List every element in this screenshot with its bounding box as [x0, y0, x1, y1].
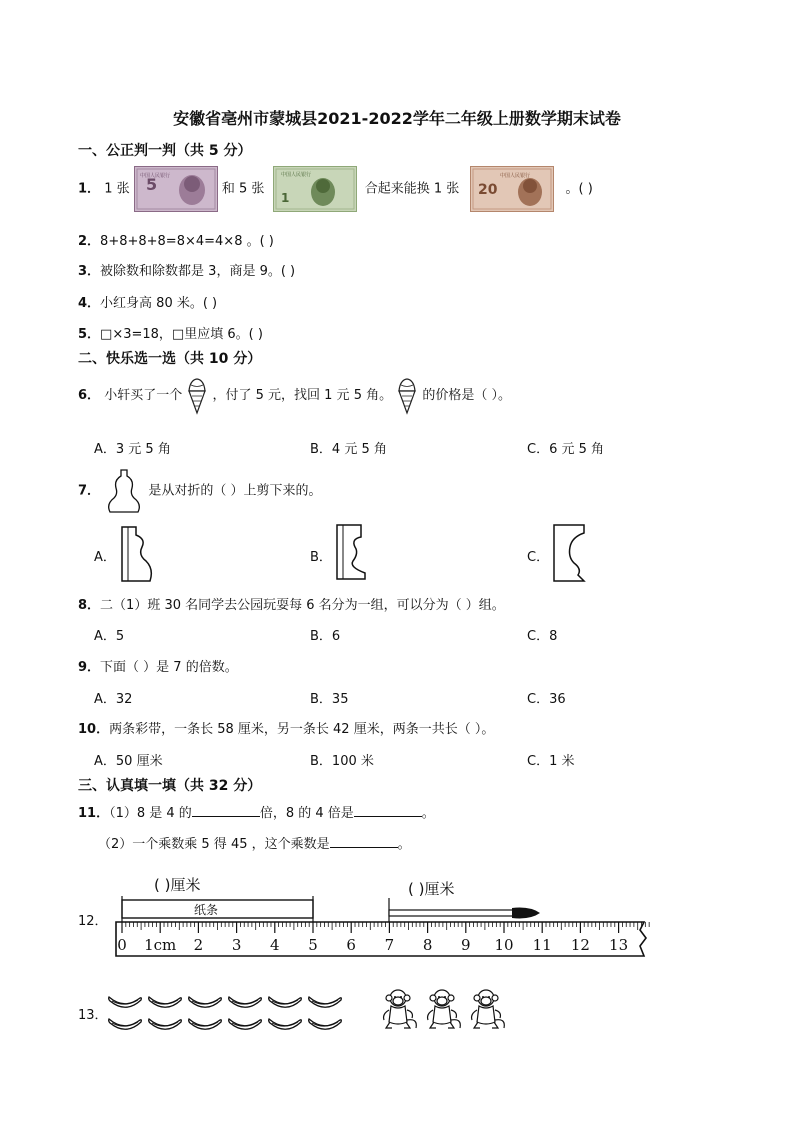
- ruler-number: 10: [494, 936, 514, 954]
- question-4: [78, 292, 217, 311]
- banknote-20-yuan-image: [463, 166, 561, 212]
- pencil-tip: [512, 908, 540, 919]
- ruler-number: 6: [346, 936, 356, 954]
- banana-icon: [149, 1019, 182, 1029]
- banana-icon: [189, 1019, 222, 1029]
- option-a[interactable]: A．50 厘米: [94, 754, 163, 769]
- question-number: 13．: [78, 1008, 108, 1023]
- ruler-number: 1cm: [144, 936, 177, 954]
- question-number: 5．: [78, 327, 101, 342]
- question-text: □×3=18，□里应填 6。( ): [100, 327, 263, 342]
- ruler-svg: [112, 866, 652, 970]
- question-text: ，付了 5 元，找回 1 元 5 角。: [212, 388, 393, 403]
- option-a[interactable]: A．32: [94, 692, 133, 707]
- question-9: [78, 656, 238, 675]
- option-a[interactable]: A．5: [94, 629, 125, 644]
- option-b[interactable]: B．4 元 5 角: [310, 442, 387, 457]
- banknote-issuer: 中国人民银行: [280, 172, 311, 178]
- ruler-number: 0: [117, 936, 127, 954]
- question-text: 被除数和除数都是 3，商是 9。( ): [100, 264, 296, 279]
- option-a[interactable]: A．3 元 5 角: [94, 442, 171, 457]
- section-heading-choice: 二、快乐选一选（共 10 分）: [78, 351, 262, 367]
- ruler-number: 2: [193, 936, 204, 954]
- question-text: （1）8 是 4 的: [109, 806, 192, 821]
- question-7: [78, 468, 321, 515]
- paper-strip-label: 纸条: [194, 903, 219, 917]
- question-number: 4．: [78, 296, 101, 311]
- question-number: 2．: [78, 234, 101, 249]
- ruler-number: 7: [384, 936, 395, 954]
- question-number: 3．: [78, 264, 101, 279]
- question-1: [78, 166, 593, 213]
- ruler-number: 3: [231, 936, 242, 954]
- option-b[interactable]: B．: [310, 550, 332, 565]
- ruler-number: 12: [570, 936, 590, 954]
- question-5: [78, 323, 263, 342]
- ruler-number: 5: [308, 936, 318, 954]
- question-text: 1 张: [104, 181, 130, 197]
- answer-blank[interactable]: [354, 804, 422, 817]
- question-2: [78, 230, 274, 249]
- question-11-part-2: [98, 833, 411, 852]
- ruler-figure: [112, 866, 652, 974]
- banknote-issuer: 中国人民银行: [139, 173, 170, 179]
- option-b[interactable]: B．35: [310, 692, 349, 707]
- answer-blank[interactable]: [192, 804, 260, 817]
- ruler-number: 13: [609, 936, 629, 954]
- option-c[interactable]: C．8: [527, 629, 558, 644]
- question-text: 两条彩带，一条长 58 厘米，另一条长 42 厘米，两条一共长（ ）。: [109, 722, 495, 737]
- ruler-number: 4: [270, 936, 280, 954]
- option-a-shape-image: [120, 525, 156, 583]
- answer-paren[interactable]: 。( ): [565, 181, 593, 197]
- ruler-answer-label-left[interactable]: ( )厘米: [154, 876, 201, 894]
- banana-icon: [309, 997, 342, 1007]
- banknote-5-yuan-image: [134, 166, 218, 212]
- question-number: 9．: [78, 660, 101, 675]
- question-text: 的价格是（ ）。: [422, 388, 512, 403]
- page-title: 安徽省亳州市蒙城县2021-2022学年二年级上册数学期末试卷: [173, 109, 621, 128]
- banana-icon: [149, 997, 182, 1007]
- question-number: 12．: [78, 914, 108, 929]
- question-number: 8．: [78, 598, 101, 613]
- banana-icon: [309, 1019, 342, 1029]
- banana-icon: [269, 1019, 302, 1029]
- banknote-issuer: 中国人民银行: [500, 173, 531, 179]
- ruler-number: 9: [461, 936, 471, 954]
- question-text: 二（1）班 30 名同学去公园玩耍每 6 名分为一组，可以分为（ ）组。: [100, 598, 505, 613]
- question-number: 1．: [78, 181, 101, 197]
- option-c[interactable]: C．36: [527, 692, 566, 707]
- question-number: 7．: [78, 483, 101, 499]
- bananas-group: [106, 990, 346, 1042]
- question-text: 。: [397, 837, 411, 852]
- question-6: [78, 374, 511, 418]
- question-8: [78, 594, 505, 613]
- option-c-shape-image: [552, 523, 588, 583]
- monkeys-svg: [378, 986, 508, 1032]
- question-text: 是从对折的（ ）上剪下来的。: [148, 483, 322, 499]
- vase-shape-image: [104, 468, 144, 514]
- question-text: 倍，8 的 4 倍是: [259, 806, 354, 821]
- question-text: 小轩买了一个: [104, 388, 183, 403]
- question-text: 和 5 张: [221, 181, 265, 197]
- banana-icon: [229, 1019, 262, 1029]
- ruler-number: 8: [422, 936, 433, 954]
- ruler-number: 11: [532, 936, 552, 954]
- question-text: 。: [421, 806, 435, 821]
- section-heading-fill: 三、认真填一填（共 32 分）: [78, 778, 262, 794]
- question-text: 下面（ ）是 7 的倍数。: [100, 660, 238, 675]
- monkey-icon: [472, 990, 505, 1028]
- ruler-answer-label-right[interactable]: ( )厘米: [408, 880, 455, 898]
- monkey-icon: [384, 990, 417, 1028]
- pencil-body: [389, 910, 519, 916]
- banana-icon: [229, 997, 262, 1007]
- ice-cream-cone-icon: [396, 376, 418, 416]
- option-c[interactable]: C．6 元 5 角: [527, 442, 605, 457]
- question-number: 11．: [78, 806, 110, 821]
- ice-cream-cone-icon: [186, 376, 208, 416]
- banana-icon: [269, 997, 302, 1007]
- bananas-svg: [106, 990, 346, 1038]
- option-b-shape-image: [335, 523, 371, 581]
- question-number: 10．: [78, 722, 110, 737]
- option-a[interactable]: A．: [94, 550, 116, 565]
- banana-icon: [189, 997, 222, 1007]
- question-10: [78, 718, 494, 737]
- answer-blank[interactable]: [330, 835, 398, 848]
- monkeys-group: [378, 986, 508, 1036]
- option-c[interactable]: C．1 米: [527, 754, 575, 769]
- question-11-part-1: [78, 802, 435, 821]
- monkey-icon: [428, 990, 461, 1028]
- option-b[interactable]: B．6: [310, 629, 341, 644]
- option-b[interactable]: B．100 米: [310, 754, 374, 769]
- banana-icon: [109, 997, 142, 1007]
- question-number: 6．: [78, 388, 101, 403]
- question-text: （2）一个乘数乘 5 得 45 ，这个乘数是: [98, 837, 330, 852]
- option-c[interactable]: C．: [527, 550, 550, 565]
- banknote-value: 5: [145, 175, 157, 194]
- banknote-1-yuan-image: [269, 166, 361, 212]
- question-text: 合起来能换 1 张: [364, 181, 460, 197]
- question-text: 小红身高 80 米。( ): [100, 296, 218, 311]
- question-text: 8+8+8+8=8×4=4×8 。( ): [100, 234, 274, 249]
- banana-icon: [109, 1019, 142, 1029]
- section-heading-judge: 一、公正判一判（共 5 分）: [78, 143, 252, 159]
- banknote-value: 20: [478, 182, 498, 198]
- banknote-value: 1: [280, 191, 289, 205]
- question-3: [78, 260, 295, 279]
